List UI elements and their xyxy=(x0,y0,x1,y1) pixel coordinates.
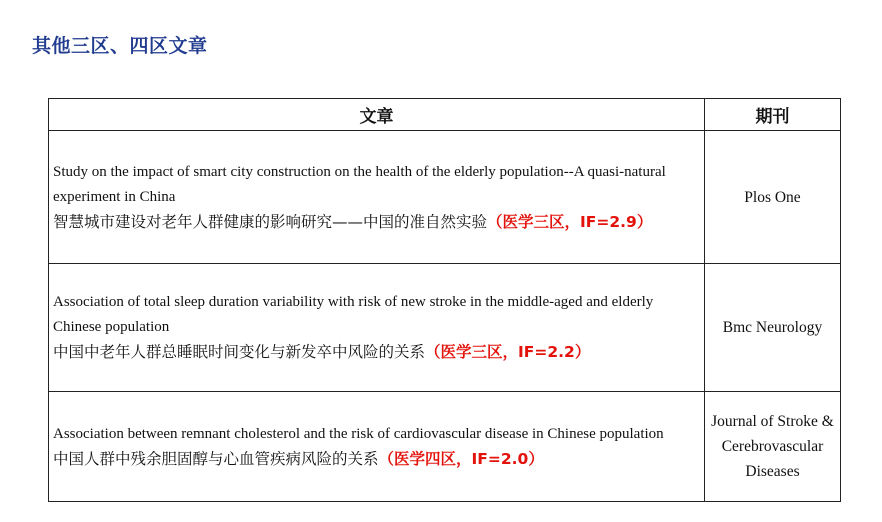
journal-cell: Journal of Stroke & Cerebrovascular Diseases xyxy=(705,392,841,502)
article-cell xyxy=(49,131,705,264)
column-header-journal: 期刊 xyxy=(705,99,841,131)
impact-tag: （医学三区，IF=2.9） xyxy=(487,212,653,231)
journal-cell: Plos One xyxy=(705,131,841,264)
article-title-en: Association of total sleep duration variability with risk of new stroke in the middle-aged and elderly Chinese population xyxy=(53,294,654,335)
article-title-zh xyxy=(53,340,698,365)
table-header-row xyxy=(49,99,841,131)
article-cell xyxy=(49,392,705,502)
article-title-en: Study on the impact of smart city construction on the health of the elderly population--A quasi-natural experiment in China xyxy=(53,163,666,205)
article-title-zh xyxy=(53,210,698,235)
journal-cell: Bmc Neurology xyxy=(705,264,841,392)
section-title: 其他三区、四区文章 xyxy=(32,35,208,57)
table-row xyxy=(49,392,841,502)
articles-table xyxy=(48,98,841,502)
article-title-zh-text: 中国中老年人群总睡眠时间变化与新发卒中风险的关系 xyxy=(53,343,426,361)
table-row xyxy=(49,264,841,392)
column-header-article: 文章 xyxy=(49,99,705,131)
article-title-zh xyxy=(53,447,698,472)
impact-tag: （医学四区，IF=2.0） xyxy=(378,449,544,468)
table-row xyxy=(49,131,841,264)
article-title-zh-text: 智慧城市建设对老年人群健康的影响研究——中国的准自然实验 xyxy=(53,212,488,231)
article-cell xyxy=(49,264,705,392)
article-title-en: Association between remnant cholesterol and the risk of cardiovascular disease in Chinese population xyxy=(53,425,664,442)
impact-tag: （医学三区，IF=2.2） xyxy=(425,343,591,361)
article-title-zh-text: 中国人群中残余胆固醇与心血管疾病风险的关系 xyxy=(53,449,379,468)
